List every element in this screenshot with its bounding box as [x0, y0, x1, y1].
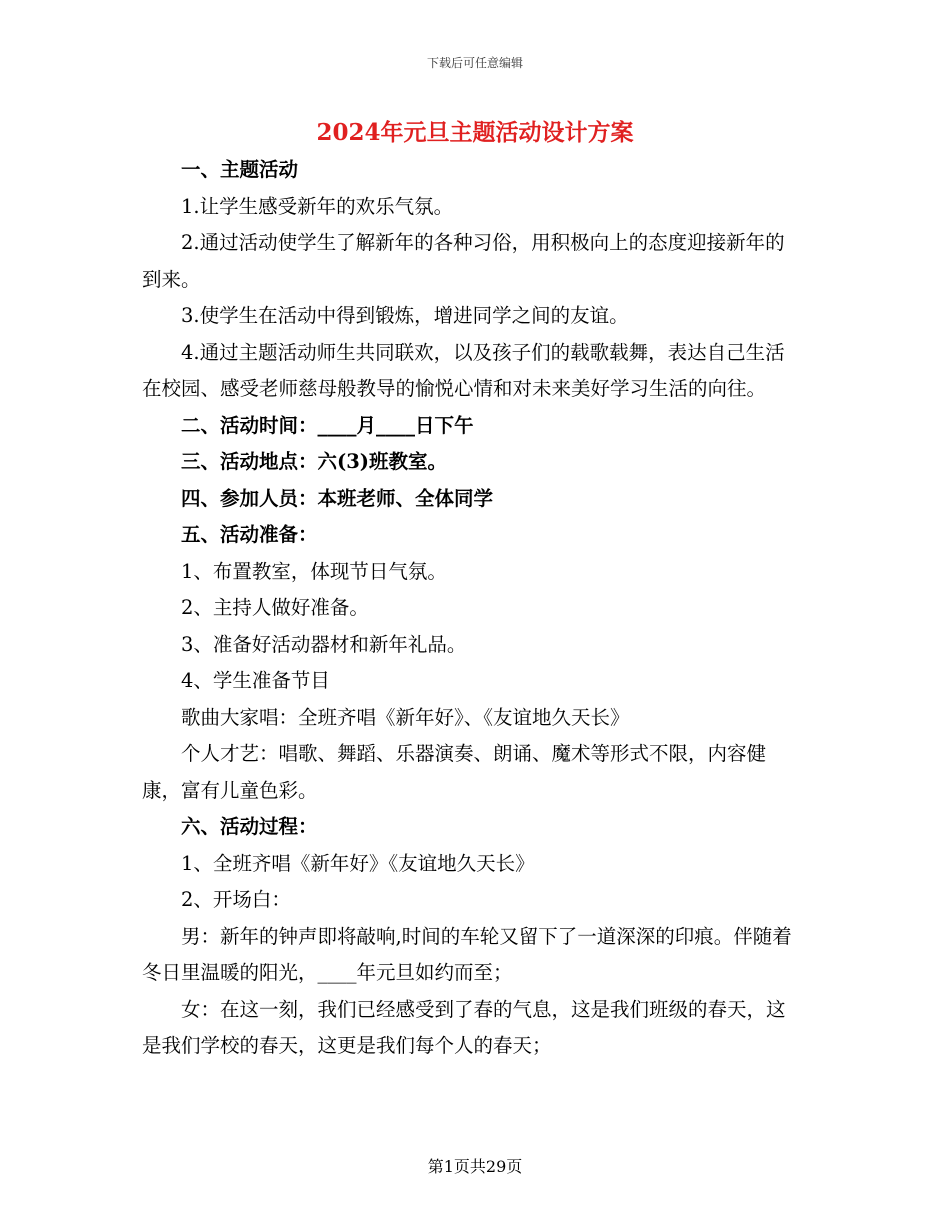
list-item: 3、准备好活动器材和新年礼品。 — [181, 632, 467, 656]
document-title: 2024年元旦主题活动设计方案 — [316, 119, 634, 146]
paragraph: 女：在这一刻，我们已经感受到了春的气息，这是我们班级的春天，这是我们学校的春天，这更是我们每个人的春天； — [142, 997, 786, 1057]
list-item: 2.通过活动使学生了解新年的各种习俗，用积极向上的态度迎接新年的到来。 — [142, 231, 785, 291]
list-item: 3.使学生在活动中得到锻炼，增进同学之间的友谊。 — [181, 304, 629, 327]
list-item: 1、布置教室，体现节日气氛。 — [181, 559, 447, 583]
paragraph: 歌曲大家唱：全班齐唱《新年好》、《友谊地久天长》 — [181, 705, 630, 729]
list-item: 4.通过主题活动师生共同联欢，以及孩子们的载歌载舞，表达自己生活在校园、感受老师慈母般教导的愉悦心情和对未来美好学习生活的向往。 — [142, 340, 785, 400]
paragraph: 个人才艺：唱歌、舞蹈、乐器演奏、朗诵、魔术等形式不限，内容健康，富有儿童色彩。 — [142, 742, 767, 802]
section-heading-process: 六、活动过程： — [181, 815, 318, 838]
list-item: 2、开场白： — [181, 888, 291, 911]
section-heading-theme: 一、主题活动 — [181, 158, 299, 181]
list-item: 1.让学生感受新年的欢乐气氛。 — [181, 194, 454, 218]
section-heading-time: 二、活动时间：____月____日下午 — [181, 413, 474, 437]
section-heading-participants: 四、参加人员：本班老师、全体同学 — [181, 486, 494, 510]
paragraph: 男：新年的钟声即将敲响,时间的车轮又留下了一道深深的印痕。伴随着冬日里温暖的阳光，____年元旦如约而至； — [142, 924, 792, 984]
list-item: 2、主持人做好准备。 — [181, 596, 369, 619]
list-item: 1、全班齐唱《新年好》《友谊地久天长》 — [181, 851, 535, 875]
page-footer-number: 第1页共29页 — [427, 1157, 523, 1176]
section-heading-location: 三、活动地点：六(3)班教室。 — [181, 450, 448, 473]
document-body — [142, 152, 802, 1065]
section-heading-preparation: 五、活动准备： — [181, 523, 318, 546]
list-item: 4、学生准备节目 — [181, 669, 330, 692]
page-header-note: 下载后可任意编辑 — [426, 56, 523, 70]
